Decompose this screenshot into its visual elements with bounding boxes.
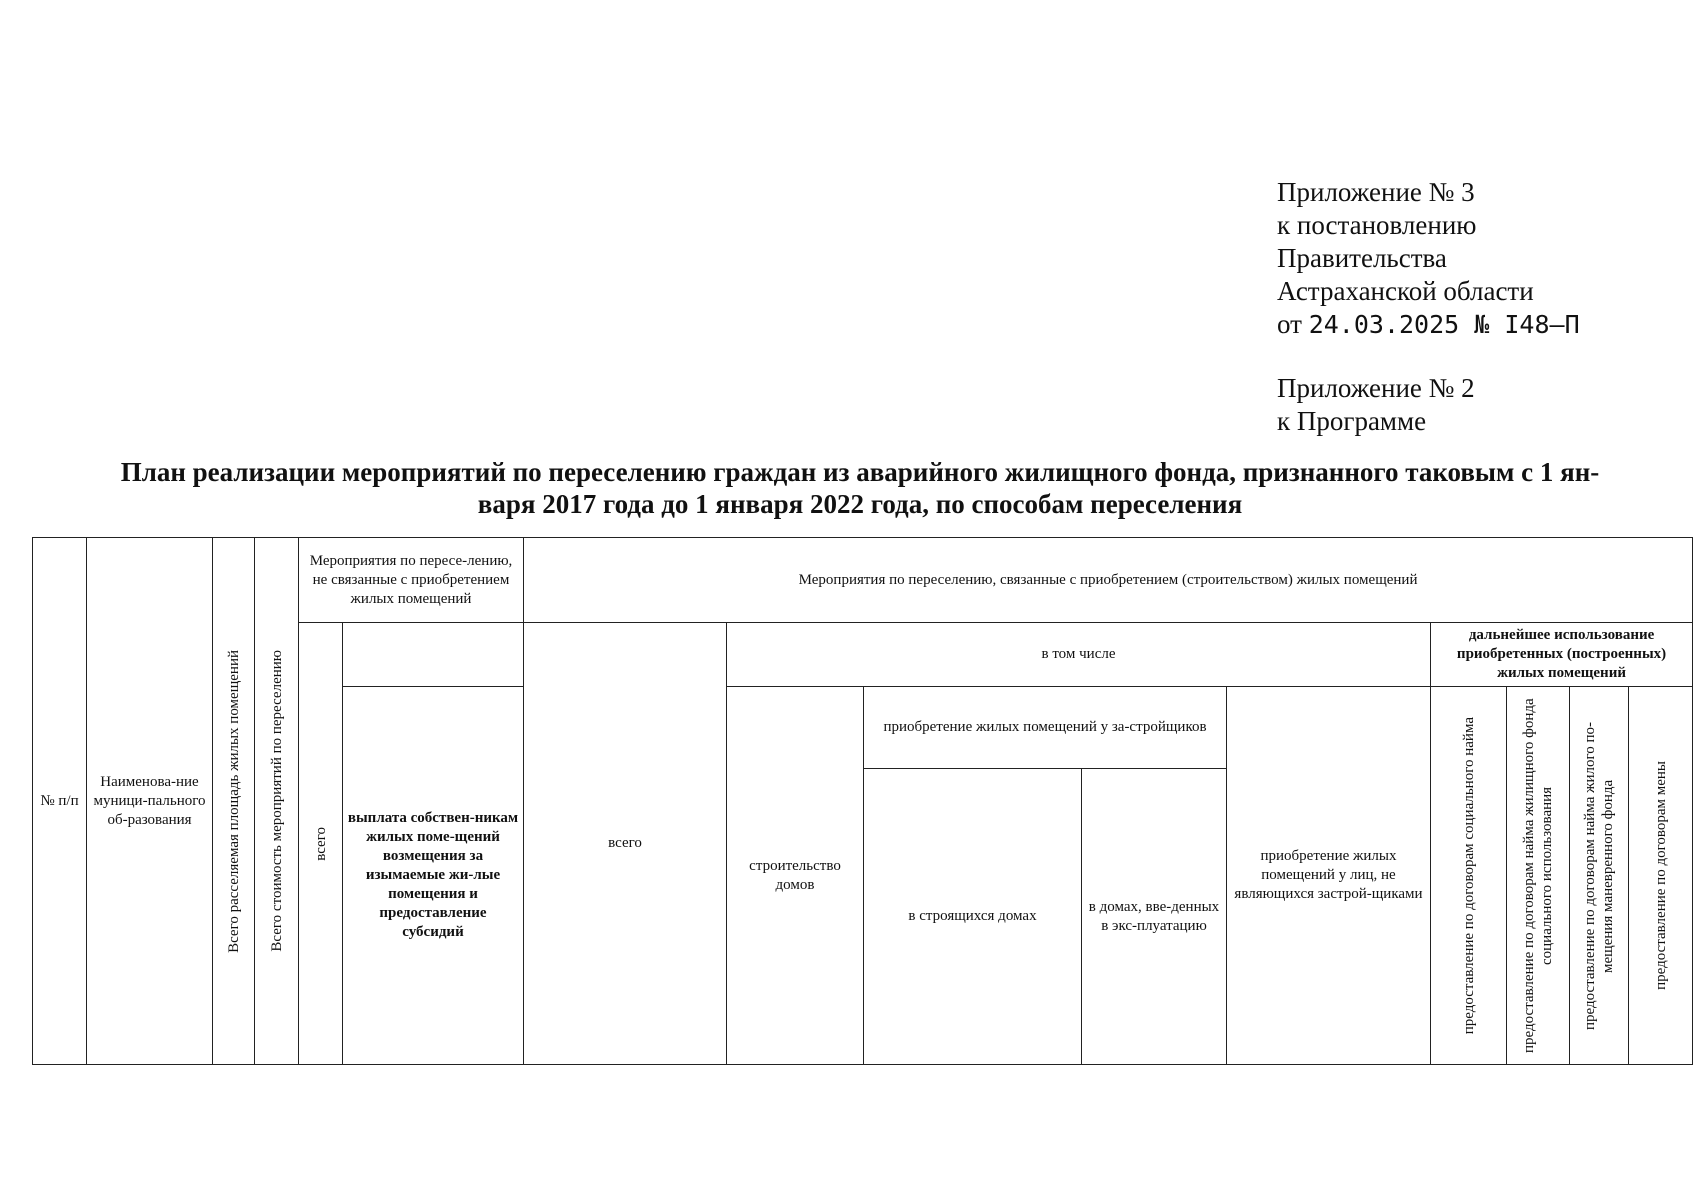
header-in-construction: в строящихся домах [864, 769, 1082, 1065]
header-use-maneuver: предоставление по договорам найма жилого по-мещения маневренного фонда [1570, 687, 1629, 1065]
header-from-developers: приобретение жилых помещений у за-стройщиков [864, 687, 1227, 769]
header-related-total: всего [524, 623, 727, 1065]
appendix-stamp [1277, 176, 1580, 341]
header-not-related-total: всего [299, 623, 343, 1065]
title-line-1: План реализации мероприятий по переселению граждан из аварийного жилищного фонда, признанного таковым с 1 ян- [120, 457, 1600, 487]
header-construction: строительство домов [727, 687, 864, 1065]
header-further-use: дальнейшее использование приобретенных (построенных) жилых помещений [1431, 623, 1693, 687]
header-including: в том числе [727, 623, 1431, 687]
appendix-line: Правительства [1277, 243, 1447, 273]
header-total-area: Всего расселяемая площадь жилых помещений [213, 538, 255, 1065]
appendix2-line: Приложение № 2 [1277, 373, 1475, 403]
header-total-cost: Всего стоимость мероприятий по переселению [255, 538, 299, 1065]
header-related-group: Мероприятия по переселению, связанные с приобретением (строительством) жилых помещений [524, 538, 1693, 623]
date-number: 24.03.2025 № I48–П [1308, 310, 1580, 339]
appendix-line: Астраханской области [1277, 276, 1534, 306]
header-not-related-empty [343, 623, 524, 687]
header-from-non-developers: приобретение жилых помещений у лиц, не являющихся застрой-щиками [1227, 687, 1431, 1065]
document-title [110, 456, 1610, 520]
header-in-operation: в домах, вве-денных в экс-плуатацию [1082, 769, 1227, 1065]
appendix2-stamp [1277, 372, 1475, 438]
date-prefix: от [1277, 309, 1302, 339]
header-use-social: предоставление по договорам социального найма [1431, 687, 1507, 1065]
header-use-social-fund: предоставление по договорам найма жилищного фонда социального использования [1507, 687, 1570, 1065]
header-municipality: Наименова-ние муници-пального об-разования [87, 538, 213, 1065]
header-not-related-group: Мероприятия по пересе-лению, не связанные с приобретением жилых помещений [299, 538, 524, 623]
header-num: № п/п [33, 538, 87, 1065]
header-not-related-payment: выплата собствен-никам жилых поме-щений возмещения за изымаемые жи-лые помещения и предоставление субсидий [343, 687, 524, 1065]
appendix-line: к постановлению [1277, 210, 1477, 240]
appendix-date-line [1277, 308, 1580, 341]
appendix2-line: к Программе [1277, 406, 1427, 436]
title-line-2: варя 2017 года до 1 января 2022 года, по способам переселения [477, 489, 1243, 519]
appendix-line: Приложение № 3 [1277, 177, 1475, 207]
plan-table [32, 537, 1693, 1065]
header-use-exchange: предоставление по договорам мены [1629, 687, 1693, 1065]
